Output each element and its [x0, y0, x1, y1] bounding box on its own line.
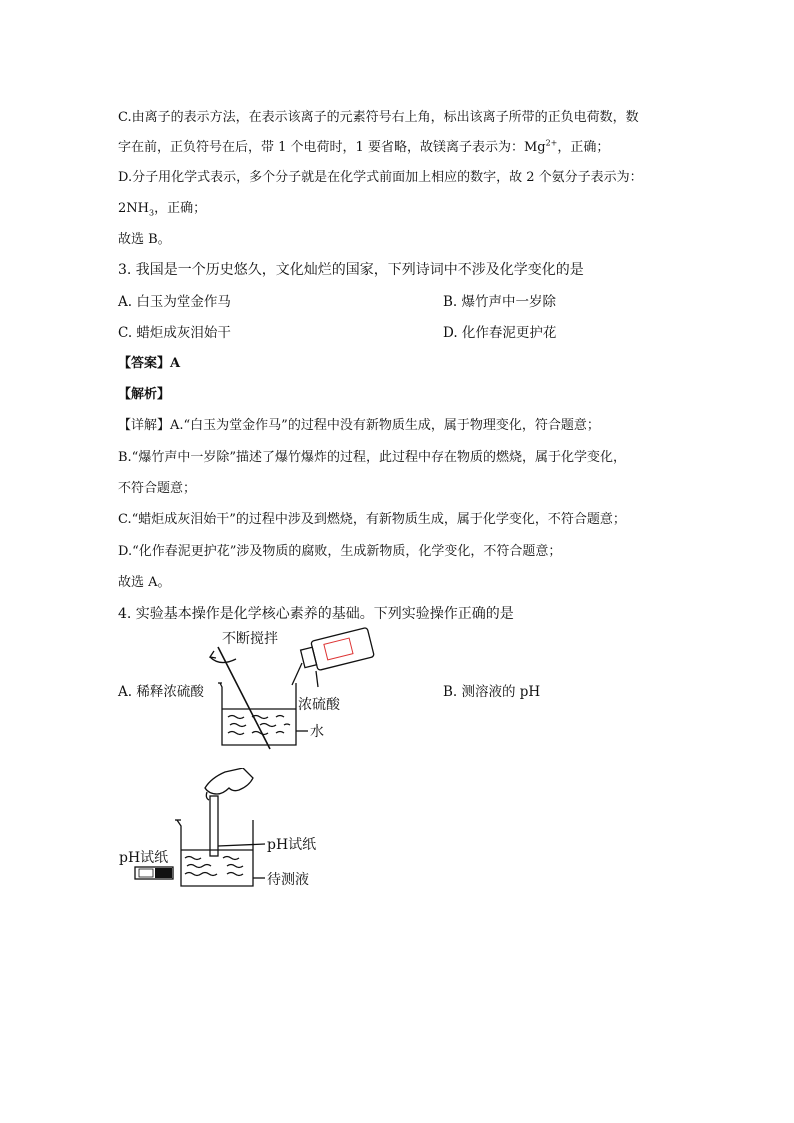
- beaker-b-outline: [177, 820, 253, 886]
- explanation-c-line2: [118, 136, 609, 155]
- ph-paper-left-label: pH试纸: [119, 850, 169, 866]
- q3-option-a: A. 白玉为堂金作马: [118, 294, 231, 310]
- q3-option-b: B. 爆竹声中一岁除: [443, 294, 557, 310]
- q3-answer: 【答案】A: [118, 356, 181, 371]
- beaker-a-outline: [220, 683, 296, 745]
- ammonia-subscript: 3: [148, 208, 155, 218]
- hand-icon: [205, 768, 253, 794]
- acid-label: 浓硫酸: [298, 697, 340, 713]
- q3-detail-b2: 不符合题意；: [118, 481, 197, 496]
- acid-bottle: [311, 627, 375, 670]
- explanation-conclusion: 故选 B。: [118, 232, 171, 247]
- d-line2-text: 2NH: [118, 201, 149, 216]
- d-line2-end: ，正确；: [154, 201, 207, 216]
- q3-conclusion: 故选 A。: [118, 575, 171, 590]
- explanation-c-line1: C.由离子的表示方法，在表示该离子的元素符号右上角，标出该离子所带的正负电荷数，数: [118, 110, 639, 125]
- figure-measure-ph: [115, 768, 335, 893]
- q4-option-a: A. 稀释浓硫酸: [118, 684, 204, 700]
- explanation-d-line2: [118, 197, 206, 216]
- ph-paper-strip: [210, 796, 218, 856]
- liquid-label: 待测液: [267, 872, 309, 888]
- c-line2-text: 字在前，正负符号在后，带 1 个电荷时，1 要省略，故镁离子表示为：Mg: [118, 140, 546, 155]
- q3-detail-d: D.“化作春泥更护花”涉及物质的腐败，生成新物质，化学变化，不符合题意；: [118, 544, 562, 559]
- ph-paper-right-label: pH试纸: [267, 837, 317, 853]
- explanation-d-line1: D.分子用化学式表示，多个分子就是在化学式前面加上相应的数字，故 2 个氨分子表示为：: [118, 170, 643, 185]
- q3-detail-b1: B.“爆竹声中一岁除”描述了爆竹爆炸的过程，此过程中存在物质的燃烧，属于化学变化，: [118, 450, 626, 465]
- q3-option-c: C. 蜡炬成灰泪始干: [118, 325, 231, 341]
- q3-option-d: D. 化作春泥更护花: [443, 325, 557, 341]
- q3-stem: 3. 我国是一个历史悠久，文化灿烂的国家，下列诗词中不涉及化学变化的是: [118, 262, 584, 278]
- q3-analysis-heading: 【解析】: [118, 387, 171, 402]
- magnesium-charge: 2+: [545, 138, 558, 148]
- q3-detail-c: C.“蜡炬成灰泪始干”的过程中涉及到燃烧，有新物质生成，属于化学变化，不符合题意；: [118, 512, 626, 527]
- water-label: 水: [310, 724, 324, 740]
- figure-dilute-acid: [200, 625, 380, 755]
- q3-detail-a: 【详解】A.“白玉为堂金作马”的过程中没有新物质生成，属于物理变化，符合题意；: [118, 418, 600, 433]
- stir-label: 不断搅拌: [222, 631, 278, 647]
- q4-stem: 4. 实验基本操作是化学核心素养的基础。下列实验操作正确的是: [118, 606, 514, 622]
- c-line2-end: ，正确；: [557, 140, 610, 155]
- q4-option-b: B. 测溶液的 pH: [443, 684, 541, 700]
